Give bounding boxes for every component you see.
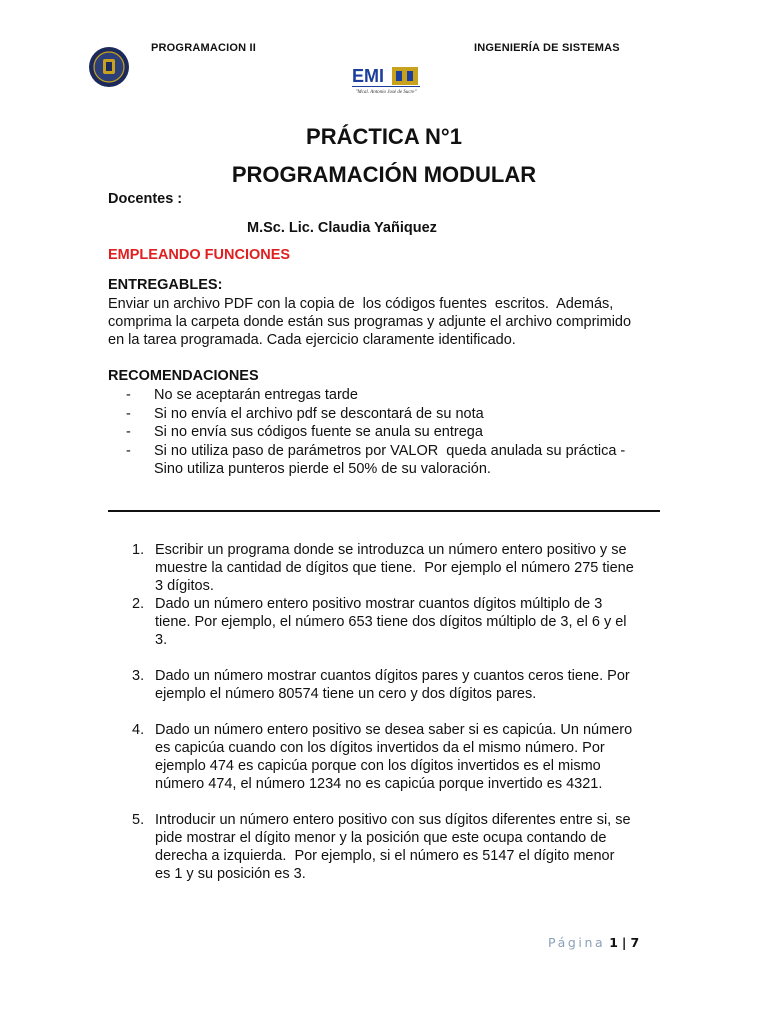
exercise-text-line: muestre la cantidad de dígitos que tiene. Por ejemplo el número 275 tiene bbox=[155, 560, 634, 576]
page-total: 7 bbox=[630, 935, 640, 950]
exercise-text-line: es capicúa cuando con los dígitos invertidos da el mismo número. Por bbox=[155, 740, 605, 756]
docentes-label: Docentes : bbox=[108, 191, 183, 207]
exercise-item bbox=[132, 595, 660, 649]
exercise-item bbox=[132, 811, 660, 883]
divider-line bbox=[108, 510, 660, 512]
university-seal-logo bbox=[88, 46, 130, 88]
recomendacion-item bbox=[126, 386, 666, 405]
list-dash-marker: - bbox=[126, 405, 131, 422]
exercise-text-line: pide mostrar el dígito menor y la posición que este ocupa contando de bbox=[155, 830, 607, 846]
exercise-text-line: Escribir un programa donde se introduzca un número entero positivo y se bbox=[155, 542, 627, 558]
exercise-number: 3. bbox=[132, 668, 145, 684]
page-separator: | bbox=[621, 935, 627, 950]
exercise-text-line: Dado un número entero positivo mostrar cuantos dígitos múltiplo de 3 bbox=[155, 596, 603, 612]
docente-name: M.Sc. Lic. Claudia Yañiquez bbox=[247, 220, 437, 236]
page-word: Página bbox=[548, 935, 606, 950]
exercise-number: 2. bbox=[132, 596, 145, 612]
course-header: PROGRAMACION II bbox=[151, 42, 257, 54]
exercise-list bbox=[132, 541, 660, 883]
exercise-item bbox=[132, 721, 660, 793]
recomendacion-item bbox=[126, 405, 666, 424]
recomendacion-text: No se aceptarán entregas tarde bbox=[154, 387, 358, 403]
list-dash-marker: - bbox=[126, 387, 131, 403]
list-dash-marker: - bbox=[126, 424, 131, 440]
exercise-item bbox=[132, 541, 660, 595]
page-current: 1 bbox=[609, 935, 618, 950]
entregables-text bbox=[108, 295, 668, 349]
exercise-item bbox=[132, 667, 660, 703]
exercise-text-line: 3. bbox=[155, 632, 168, 648]
recomendacion-item bbox=[126, 442, 666, 479]
emi-motto: "Mcal. Antonio José de Sucre" bbox=[355, 90, 417, 95]
entregables-line: comprima la carpeta donde están sus programas y adjunte el archivo comprimido bbox=[108, 314, 632, 330]
recomendaciones-heading: RECOMENDACIONES bbox=[108, 368, 259, 384]
exercise-text-line: Dado un número entero positivo se desea saber si es capicúa. Un número bbox=[155, 722, 633, 738]
recomendacion-item bbox=[126, 423, 666, 442]
exercise-text-line: derecha a izquierda. Por ejemplo, si el número es 5147 el dígito menor bbox=[155, 848, 615, 864]
career-header: INGENIERÍA DE SISTEMAS bbox=[474, 42, 620, 54]
exercise-text-line: número 474, el número 1234 no es capicúa porque invertido es 4321. bbox=[155, 776, 603, 792]
exercise-text-line: ejemplo el número 80574 tiene un cero y dos dígitos pares. bbox=[155, 686, 537, 702]
exercise-number: 1. bbox=[132, 542, 145, 558]
emi-logo-text: EMI bbox=[352, 66, 385, 86]
page-subtitle: PROGRAMACIÓN MODULAR bbox=[231, 162, 537, 187]
page-title: PRÁCTICA N°1 bbox=[306, 124, 462, 149]
exercise-number: 5. bbox=[132, 812, 145, 828]
exercise-text-line: tiene. Por ejemplo, el número 653 tiene dos dígitos múltiplo de 3, el 6 y el bbox=[155, 614, 627, 630]
recomendacion-text: Si no utiliza paso de parámetros por VALOR queda anulada su práctica - bbox=[154, 442, 626, 459]
list-dash-marker: - bbox=[126, 442, 131, 459]
exercise-text-line: es 1 y su posición es 3. bbox=[155, 866, 306, 882]
exercise-number: 4. bbox=[132, 722, 145, 738]
recomendacion-text: Si no envía el archivo pdf se descontará de su nota bbox=[154, 405, 484, 422]
entregables-heading: ENTREGABLES: bbox=[108, 277, 223, 293]
exercise-text-line: Introducir un número entero positivo con sus dígitos diferentes entre si, se bbox=[155, 812, 631, 828]
recomendacion-text: Sino utiliza punteros pierde el 50% de su valoración. bbox=[154, 461, 491, 477]
entregables-line: en la tarea programada. Cada ejercicio claramente identificado. bbox=[108, 332, 516, 348]
exercise-text-line: Dado un número mostrar cuantos dígitos pares y cuantos ceros tiene. Por bbox=[155, 668, 630, 684]
exercise-text-line: 3 dígitos. bbox=[155, 578, 214, 594]
page-footer bbox=[548, 935, 639, 950]
exercise-text-line: ejemplo 474 es capicúa porque con los dígitos invertidos es el mismo bbox=[155, 758, 601, 774]
entregables-line: Enviar un archivo PDF con la copia de los códigos fuentes escritos. Además, bbox=[108, 296, 614, 312]
emi-logo bbox=[352, 64, 420, 96]
recomendaciones-list bbox=[126, 386, 666, 479]
recomendacion-text: Si no envía sus códigos fuente se anula su entrega bbox=[154, 424, 483, 440]
section-heading: EMPLEANDO FUNCIONES bbox=[108, 247, 291, 263]
